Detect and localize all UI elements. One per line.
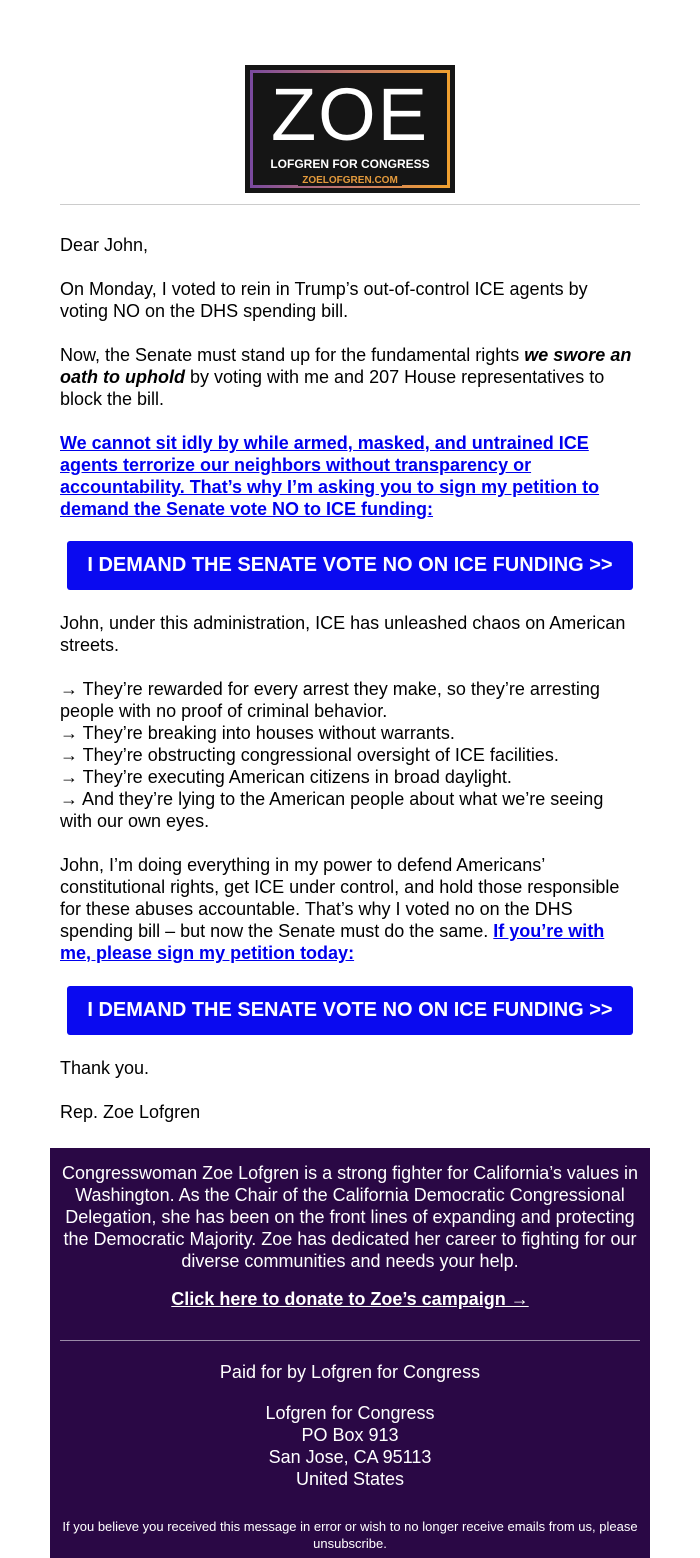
thanks: Thank you. xyxy=(60,1058,150,1078)
logo-url: ZOELOFGREN.COM xyxy=(245,175,455,186)
bullet-item: → They’re rewarded for every arrest they make, so they’re arresting people with no proof of criminal behavior. xyxy=(60,679,600,721)
bullet-item: → They’re breaking into houses without warrants. xyxy=(60,723,455,743)
paragraph-2: Now, the Senate must stand up for the fundamental rights we swore an oath to uphold by voting with me and 207 House representatives to block the bill. xyxy=(60,345,632,409)
petition-button-2[interactable]: I DEMAND THE SENATE VOTE NO ON ICE FUNDING >> xyxy=(67,986,633,1035)
petition-link-2[interactable]: If you’re with me, please sign my petition today: xyxy=(60,921,605,963)
campaign-logo xyxy=(245,65,455,193)
paragraph-1: On Monday, I voted to rein in Trump’s out-of-control ICE agents by voting NO on the DHS spending bill. xyxy=(60,279,588,321)
logo-main: ZOE xyxy=(270,73,430,156)
petition-button[interactable]: I DEMAND THE SENATE VOTE NO ON ICE FUNDING >> xyxy=(67,541,633,590)
address: Lofgren for Congress PO Box 913 San Jose, CA 95113 United States xyxy=(265,1403,435,1489)
signature: Rep. Zoe Lofgren xyxy=(60,1102,201,1122)
petition-link[interactable]: We cannot sit idly by while armed, masked, and untrained ICE agents terrorize our neighbors without transparency or accountability. That’s why I’m asking you to sign my petition to demand the Senate vote NO to ICE funding: xyxy=(60,433,600,519)
email-body xyxy=(60,234,640,1145)
logo-subtitle: LOFGREN FOR CONGRESS xyxy=(270,157,430,171)
unsubscribe-notice[interactable]: If you believe you received this message in error or wish to no longer receive emails from us, please unsubscribe. xyxy=(62,1519,638,1551)
bullet-list xyxy=(60,678,640,832)
divider xyxy=(60,204,640,205)
footer xyxy=(50,1148,650,1558)
bullet-item: → They’re obstructing congressional oversight of ICE facilities. xyxy=(60,745,559,765)
footer-divider xyxy=(60,1340,640,1341)
greeting: Dear John, xyxy=(60,235,149,255)
footer-bio: Congresswoman Zoe Lofgren is a strong fighter for California’s values in Washington. As the Chair of the California Democratic Congressional Delegation, she has been on the front lines of expanding and protecting the Democratic Majority. Zoe has dedicated her career to fighting for our diverse communities and needs your help. xyxy=(62,1163,638,1271)
bullet-item: → And they’re lying to the American people about what we’re seeing with our own eyes. xyxy=(60,789,604,831)
paragraph-3: John, under this administration, ICE has unleashed chaos on American streets. xyxy=(60,613,626,655)
paid-for: Paid for by Lofgren for Congress xyxy=(219,1362,481,1382)
paragraph-4: John, I’m doing everything in my power to defend Americans’ constitutional rights, get ICE under control, and hold those responsible for these abuses accountable. That’s why I voted no on the DHS spending bill – but now the Senate must do the same. If you’re with me, please sign my petition today: xyxy=(60,855,620,963)
donate-link[interactable]: Click here to donate to Zoe’s campaign → xyxy=(171,1289,529,1309)
bullet-item: → They’re executing American citizens in broad daylight. xyxy=(60,767,512,787)
